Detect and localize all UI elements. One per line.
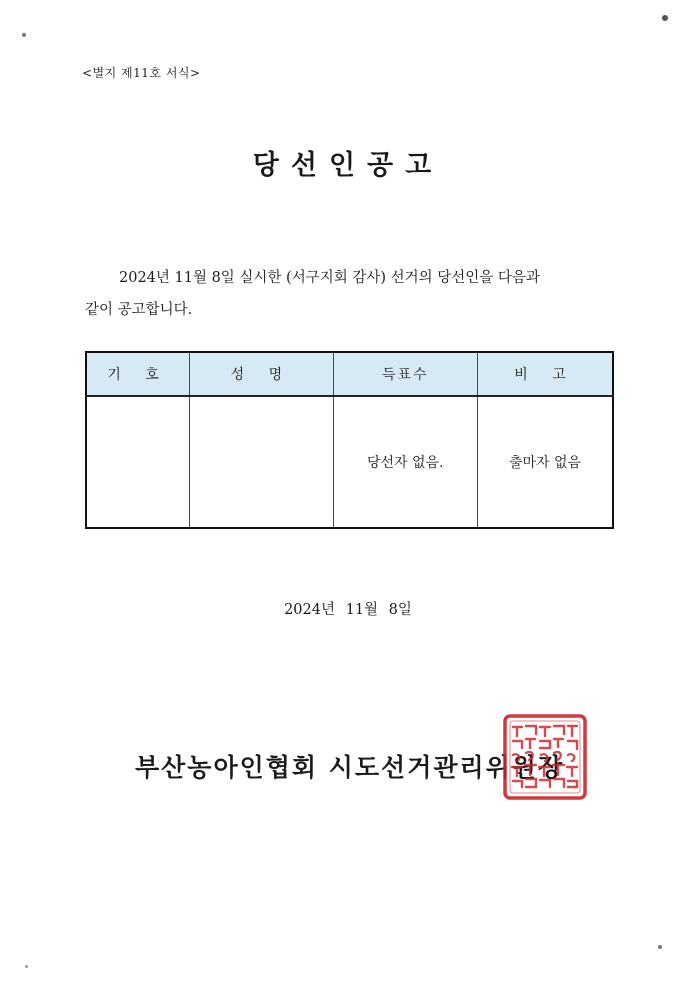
page-title: 당선인공고 bbox=[252, 150, 444, 181]
scan-speck bbox=[25, 965, 28, 968]
announcement-text bbox=[85, 262, 633, 326]
cell-name bbox=[190, 396, 333, 528]
cell-votes: 당선자 없음. bbox=[333, 396, 477, 528]
winner-table bbox=[85, 351, 614, 529]
scan-speck bbox=[662, 15, 668, 21]
header-votes: 득표수 bbox=[333, 352, 477, 396]
table-row bbox=[86, 396, 613, 528]
official-seal-icon bbox=[502, 713, 588, 801]
header-number: 기 호 bbox=[86, 352, 190, 396]
scan-speck bbox=[658, 945, 662, 949]
cell-number bbox=[86, 396, 190, 528]
cell-remarks: 출마자 없음 bbox=[477, 396, 613, 528]
header-remarks: 비 고 bbox=[477, 352, 613, 396]
header-name: 성 명 bbox=[190, 352, 333, 396]
signer-name: 부산농아인협회 시도선거관리위원장 bbox=[135, 753, 565, 782]
announcement-line-1: 2024년 11월 8일 실시한 (서구지회 감사) 선거의 당선인을 다음과 bbox=[119, 270, 540, 286]
announcement-date: 2024년 11월 8일 bbox=[284, 602, 412, 618]
form-number-label: <별지 제11호 서식> bbox=[82, 66, 201, 80]
announcement-line-2: 같이 공고합니다. bbox=[85, 302, 193, 318]
scan-speck bbox=[22, 33, 26, 37]
table-header-row bbox=[86, 352, 613, 396]
